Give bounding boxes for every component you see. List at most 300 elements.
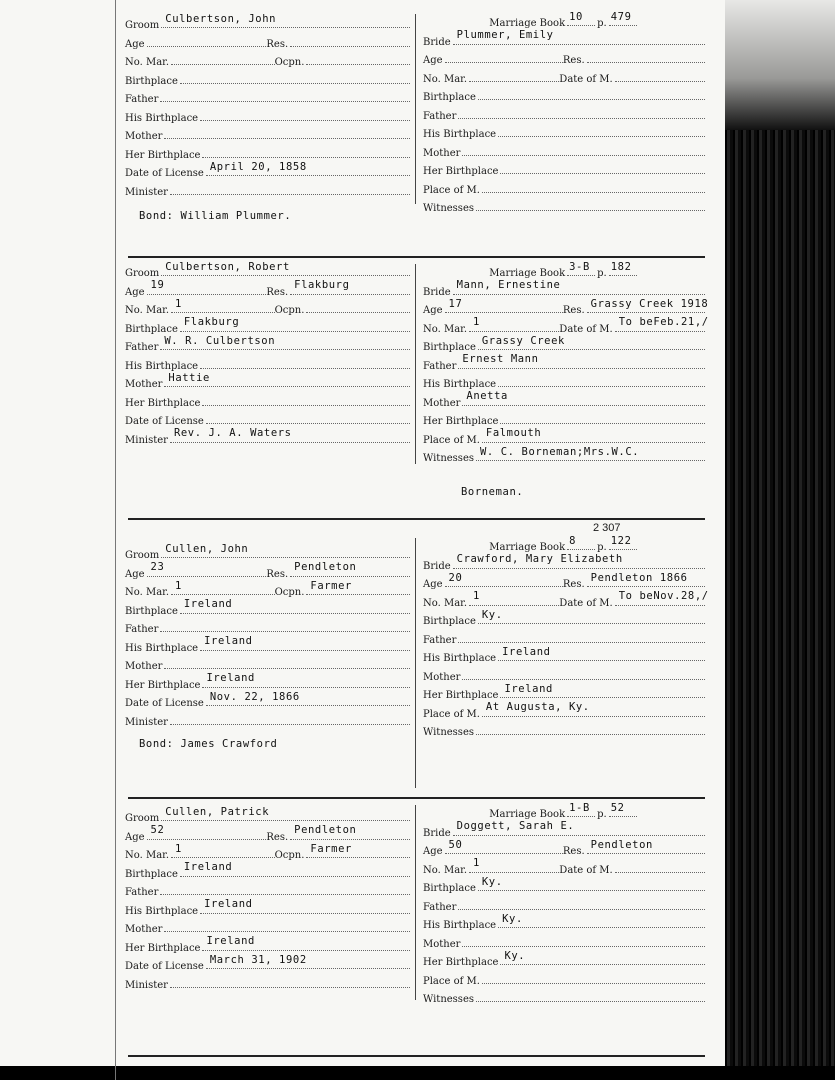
date-of-license-line <box>125 953 410 976</box>
page-label: p. <box>597 18 607 29</box>
minister-label: Minister <box>125 186 168 198</box>
groom-age-groom-res-line <box>125 824 410 847</box>
groom-ocpn-label: Ocpn. <box>274 587 305 598</box>
bride-his-birthplace-label: His Birthplace <box>423 920 497 931</box>
groom-his-birthplace-line <box>125 109 410 128</box>
page-label: p. <box>597 268 607 279</box>
minister-line <box>125 713 410 732</box>
bride-his-birthplace-label: His Birthplace <box>423 129 497 140</box>
groom-age-value: 23 <box>150 561 165 573</box>
groom-res-value: Flakburg <box>294 279 350 291</box>
bride-no-mar-value: 1 <box>473 316 480 328</box>
date-of-license-label: Date of License <box>125 961 204 972</box>
bride-value: Mann, Ernestine <box>456 279 561 291</box>
bride-res-value: Pendleton 1866 <box>590 571 688 584</box>
bride-no-mar-field <box>469 70 559 82</box>
bride-her-birthplace-line <box>423 412 705 431</box>
bride-age-label: Age <box>423 579 443 590</box>
bride-line <box>423 29 705 52</box>
place-of-m-field <box>482 427 705 443</box>
scan-dark-edge <box>725 0 835 1080</box>
groom-age-value: 52 <box>150 824 165 836</box>
groom-age-field <box>147 279 267 295</box>
date-of-m-value: To beFeb.21,/ <box>618 316 709 328</box>
place-of-m-field <box>482 972 705 984</box>
bride-age-value: 17 <box>448 297 463 310</box>
groom-label: Groom <box>125 813 160 824</box>
date-of-m-field <box>615 316 709 332</box>
date-of-m-label: Date of M. <box>559 323 613 335</box>
groom-father-line <box>125 883 410 902</box>
minister-field <box>170 713 410 725</box>
groom-his-birthplace-value: Ireland <box>204 898 253 910</box>
bride-field <box>453 279 705 295</box>
marriage-book-value: 1-B <box>569 801 590 814</box>
bride-no-mar-date-of-m-line <box>423 857 705 880</box>
bride-no-mar-value: 1 <box>473 590 480 602</box>
witnesses-line <box>423 199 705 218</box>
groom-ocpn-label: Ocpn. <box>274 57 305 68</box>
bride-label: Bride <box>423 36 451 48</box>
bride-birthplace-field <box>478 334 705 350</box>
groom-field <box>161 542 410 558</box>
minister-label: Minister <box>125 434 168 446</box>
bride-res-value: Grassy Creek 1918 <box>590 297 709 310</box>
bride-father-field <box>458 353 705 369</box>
minister-field <box>170 427 410 443</box>
groom-age-label: Age <box>125 568 145 580</box>
groom-father-field <box>160 620 410 632</box>
page-value: 182 <box>610 260 632 273</box>
bride-res-label: Res. <box>562 579 585 590</box>
page-label: p. <box>597 542 607 553</box>
minister-value: Rev. J. A. Waters <box>173 427 292 439</box>
bride-mother-label: Mother <box>423 938 461 950</box>
bride-father-field <box>458 898 705 910</box>
bride-her-birthplace-line <box>423 949 705 972</box>
groom-age-field <box>147 824 267 840</box>
bride-res-label: Res. <box>562 55 585 66</box>
witnesses-line <box>423 990 705 1009</box>
bride-age-label: Age <box>423 55 443 66</box>
groom-his-birthplace-line <box>125 898 410 921</box>
groom-ocpn-value: Farmer <box>310 579 352 592</box>
bride-res-field <box>587 297 709 313</box>
groom-ocpn-value: Farmer <box>310 842 352 855</box>
groom-age-field <box>147 35 267 47</box>
bride-her-birthplace-field <box>500 162 705 174</box>
groom-column <box>125 805 410 994</box>
column-separator <box>415 538 416 788</box>
groom-no-mar-groom-ocpn-line <box>125 579 410 602</box>
groom-line <box>125 542 410 565</box>
bride-her-birthplace-label: Her Birthplace <box>423 690 499 701</box>
bride-no-mar-date-of-m-line <box>423 70 705 89</box>
groom-father-label: Father <box>125 887 159 898</box>
bride-father-line <box>423 353 705 376</box>
groom-her-birthplace-label: Her Birthplace <box>125 942 201 954</box>
groom-mother-field <box>164 657 410 669</box>
bride-her-birthplace-value: Ky. <box>504 949 526 962</box>
groom-age-label: Age <box>125 38 145 50</box>
minister-field <box>170 183 410 195</box>
bride-birthplace-label: Birthplace <box>423 883 476 894</box>
groom-mother-field <box>164 920 410 932</box>
groom-birthplace-label: Birthplace <box>125 75 178 87</box>
bride-mother-label: Mother <box>423 671 461 683</box>
groom-birthplace-line <box>125 861 410 884</box>
date-of-m-field <box>615 590 709 606</box>
page-margin-line <box>115 0 116 1080</box>
bride-mother-label: Mother <box>423 397 461 409</box>
place-of-m-line <box>423 181 705 200</box>
bride-mother-label: Mother <box>423 147 461 159</box>
bride-age-field <box>445 297 563 313</box>
place-of-m-label: Place of M. <box>423 975 480 987</box>
bride-his-birthplace-line <box>423 912 705 935</box>
groom-father-label: Father <box>125 342 159 353</box>
bride-no-mar-field <box>469 590 559 606</box>
groom-her-birthplace-line <box>125 394 410 413</box>
bride-her-birthplace-field <box>500 412 705 424</box>
groom-his-birthplace-label: His Birthplace <box>125 360 199 372</box>
bride-birthplace-line <box>423 88 705 107</box>
marriage-book-field <box>567 260 595 276</box>
witnesses-label: Witnesses <box>423 994 474 1005</box>
bride-birthplace-field <box>478 608 705 624</box>
groom-no-mar-field <box>171 842 275 858</box>
page-value: 52 <box>610 801 625 814</box>
bride-his-birthplace-field <box>498 645 705 661</box>
bride-his-birthplace-line <box>423 375 705 394</box>
bride-her-birthplace-field <box>500 949 705 965</box>
date-of-license-field <box>206 690 410 706</box>
groom-her-birthplace-label: Her Birthplace <box>125 149 201 161</box>
date-of-m-field <box>615 70 705 82</box>
groom-age-groom-res-line <box>125 561 410 584</box>
groom-birthplace-label: Birthplace <box>125 605 178 617</box>
bride-field <box>453 820 705 836</box>
bride-father-line <box>423 107 705 126</box>
date-of-m-label: Date of M. <box>559 597 613 609</box>
groom-no-mar-groom-ocpn-line <box>125 842 410 865</box>
place-of-m-label: Place of M. <box>423 434 480 446</box>
groom-his-birthplace-value: Ireland <box>204 635 253 647</box>
bride-label: Bride <box>423 827 451 839</box>
bride-no-mar-field <box>469 857 559 873</box>
place-of-m-value: At Augusta, Ky. <box>485 701 590 713</box>
page-value: 479 <box>610 10 632 23</box>
bride-mother-field <box>462 144 705 156</box>
column-separator <box>415 264 416 464</box>
groom-age-label: Age <box>125 831 145 843</box>
bride-father-label: Father <box>423 360 457 372</box>
bride-his-birthplace-field <box>498 912 705 928</box>
date-of-license-label: Date of License <box>125 168 204 179</box>
groom-father-line <box>125 334 410 357</box>
bride-field <box>453 29 705 45</box>
witnesses-continued: Borneman. <box>461 485 524 498</box>
groom-column <box>125 12 410 201</box>
groom-no-mar-field <box>171 53 275 65</box>
groom-age-groom-res-line <box>125 279 410 302</box>
bride-label: Bride <box>423 560 451 572</box>
groom-res-label: Res. <box>266 568 289 580</box>
bride-no-mar-label: No. Mar. <box>423 73 468 85</box>
groom-column <box>125 542 410 731</box>
page-field <box>609 801 637 817</box>
witnesses-line <box>423 723 705 742</box>
marriage-book-label: Marriage Book <box>489 542 566 553</box>
groom-birthplace-label: Birthplace <box>125 323 178 335</box>
bride-birthplace-label: Birthplace <box>423 616 476 627</box>
groom-mother-label: Mother <box>125 379 163 390</box>
bride-mother-field <box>462 390 705 406</box>
bride-birthplace-field <box>478 88 705 100</box>
groom-birthplace-label: Birthplace <box>125 868 178 880</box>
groom-label: Groom <box>125 550 160 561</box>
place-of-m-field <box>482 181 705 193</box>
groom-no-mar-label: No. Mar. <box>125 305 170 316</box>
bride-his-birthplace-line <box>423 645 705 668</box>
bride-birthplace-label: Birthplace <box>423 92 476 103</box>
groom-her-birthplace-field <box>202 394 410 406</box>
bride-age-label: Age <box>423 305 443 316</box>
bride-no-mar-field <box>469 316 559 332</box>
groom-her-birthplace-value: Ireland <box>206 935 255 947</box>
bride-line <box>423 820 705 843</box>
minister-label: Minister <box>125 979 168 991</box>
groom-no-mar-label: No. Mar. <box>125 850 170 861</box>
date-of-license-field <box>206 953 410 969</box>
date-of-license-line <box>125 690 410 713</box>
bride-res-field <box>587 51 705 63</box>
bride-mother-line <box>423 935 705 954</box>
groom-age-label: Age <box>125 286 145 298</box>
scan-edge-fade <box>725 0 835 130</box>
groom-father-field <box>160 334 410 350</box>
marriage-book-label: Marriage Book <box>489 268 566 279</box>
bride-her-birthplace-label: Her Birthplace <box>423 957 499 968</box>
date-of-license-value: April 20, 1858 <box>209 160 307 173</box>
groom-birthplace-value: Ireland <box>183 598 233 610</box>
bride-his-birthplace-label: His Birthplace <box>423 379 497 390</box>
witnesses-label: Witnesses <box>423 203 474 214</box>
groom-his-birthplace-field <box>200 109 410 121</box>
bride-birthplace-field <box>478 875 705 891</box>
bride-father-label: Father <box>423 634 457 646</box>
witnesses-field <box>476 199 705 211</box>
bride-father-field <box>458 107 705 119</box>
groom-his-birthplace-field <box>200 635 410 651</box>
groom-column <box>125 260 410 449</box>
bride-no-mar-date-of-m-line <box>423 590 709 613</box>
page-field <box>609 534 637 550</box>
witnesses-label: Witnesses <box>423 453 474 464</box>
groom-value: Culbertson, Robert <box>165 260 290 273</box>
groom-age-field <box>147 561 267 577</box>
groom-father-field <box>160 90 410 102</box>
bride-her-birthplace-label: Her Birthplace <box>423 416 499 427</box>
groom-birthplace-field <box>180 861 410 877</box>
groom-ocpn-label: Ocpn. <box>274 850 305 861</box>
page-label: p. <box>597 809 607 820</box>
marriage-record <box>125 8 705 256</box>
date-of-license-field <box>206 160 410 176</box>
bride-value: Plummer, Emily <box>456 29 554 41</box>
bride-age-value: 20 <box>448 571 463 584</box>
bride-res-label: Res. <box>562 305 585 316</box>
scan-bottom-edge <box>0 1066 835 1080</box>
marriage-book-value: 3-B <box>569 260 590 273</box>
groom-no-mar-value: 1 <box>175 297 182 310</box>
groom-ocpn-field <box>306 579 410 595</box>
page-number-annotation: 2 307 <box>593 522 621 534</box>
bride-birthplace-value: Ky. <box>481 608 503 621</box>
marriage-record <box>125 801 705 1055</box>
groom-mother-line <box>125 920 410 939</box>
witnesses-line <box>423 445 705 468</box>
groom-no-mar-groom-ocpn-line <box>125 297 410 320</box>
groom-value: Culbertson, John <box>165 12 277 25</box>
groom-his-birthplace-label: His Birthplace <box>125 905 199 917</box>
bride-her-birthplace-line <box>423 162 705 181</box>
groom-label: Groom <box>125 20 160 31</box>
groom-mother-line <box>125 127 410 146</box>
bride-age-bride-res-line <box>423 51 705 70</box>
place-of-m-line <box>423 701 705 724</box>
column-separator <box>415 805 416 1000</box>
groom-res-label: Res. <box>266 286 289 298</box>
groom-age-value: 19 <box>150 279 165 291</box>
record-divider <box>128 518 705 520</box>
groom-label: Groom <box>125 268 160 279</box>
minister-field <box>170 976 410 988</box>
groom-her-birthplace-field <box>202 146 410 158</box>
date-of-m-label: Date of M. <box>559 864 613 876</box>
groom-father-field <box>160 883 410 895</box>
bride-mother-line <box>423 390 705 413</box>
bride-age-field <box>445 571 563 587</box>
bride-label: Bride <box>423 286 451 298</box>
groom-mother-label: Mother <box>125 661 163 672</box>
groom-res-value: Pendleton <box>294 561 357 573</box>
groom-her-birthplace-field <box>202 672 410 688</box>
groom-his-birthplace-label: His Birthplace <box>125 642 199 654</box>
groom-res-field <box>290 824 410 840</box>
bride-mother-field <box>462 935 705 947</box>
minister-line <box>125 976 410 995</box>
witnesses-value: W. C. Borneman;Mrs.W.C. <box>480 445 640 458</box>
groom-no-mar-groom-ocpn-line <box>125 53 410 72</box>
groom-his-birthplace-label: His Birthplace <box>125 112 199 124</box>
date-of-license-value: March 31, 1902 <box>209 953 307 966</box>
groom-ocpn-label: Ocpn. <box>274 305 305 316</box>
marriage-record <box>125 260 709 518</box>
marriage-book-label: Marriage Book <box>489 18 566 29</box>
groom-birthplace-line <box>125 72 410 91</box>
date-of-license-value: Nov. 22, 1866 <box>209 690 300 703</box>
groom-her-birthplace-field <box>202 935 410 951</box>
groom-ocpn-field <box>306 301 410 313</box>
bride-no-mar-label: No. Mar. <box>423 323 468 335</box>
bride-column <box>423 10 705 218</box>
groom-birthplace-field <box>180 598 410 614</box>
groom-his-birthplace-line <box>125 635 410 658</box>
bride-no-mar-label: No. Mar. <box>423 864 468 876</box>
bride-field <box>453 553 705 569</box>
groom-field <box>161 12 410 28</box>
marriage-book-field <box>567 10 595 26</box>
bride-her-birthplace-field <box>500 682 705 698</box>
place-of-m-label: Place of M. <box>423 184 480 196</box>
groom-value: Cullen, John <box>165 542 249 555</box>
minister-line <box>125 427 410 450</box>
groom-no-mar-field <box>171 297 275 313</box>
bride-his-birthplace-field <box>498 125 705 137</box>
groom-line <box>125 805 410 828</box>
bride-his-birthplace-value: Ky. <box>502 912 523 925</box>
bride-column <box>423 522 709 742</box>
bride-value: Crawford, Mary Elizabeth <box>456 553 623 565</box>
groom-res-field <box>290 279 410 295</box>
bride-birthplace-value: Ky. <box>481 875 503 888</box>
bride-his-birthplace-line <box>423 125 705 144</box>
groom-her-birthplace-value: Ireland <box>206 672 255 684</box>
groom-line <box>125 12 410 35</box>
groom-res-field <box>290 35 410 47</box>
date-of-license-line <box>125 160 410 183</box>
place-of-m-label: Place of M. <box>423 708 480 720</box>
witnesses-field <box>476 445 705 461</box>
marriage-book-field <box>567 534 595 550</box>
bride-father-value: Ernest Mann <box>462 353 539 365</box>
bride-res-field <box>587 571 705 587</box>
groom-his-birthplace-field <box>200 898 410 914</box>
bride-father-line <box>423 631 705 650</box>
marriage-book-label: Marriage Book <box>489 809 566 820</box>
bride-mother-line <box>423 144 705 163</box>
groom-his-birthplace-field <box>200 357 410 369</box>
groom-value: Cullen, Patrick <box>165 805 270 818</box>
bride-mother-field <box>462 668 705 680</box>
groom-no-mar-field <box>171 579 275 595</box>
groom-birthplace-value: Flakburg <box>183 316 240 328</box>
marriage-book-value: 10 <box>569 10 583 23</box>
bride-no-mar-value: 1 <box>473 857 480 869</box>
groom-mother-value: Hattie <box>168 371 210 384</box>
groom-line <box>125 260 410 283</box>
record-divider <box>128 1055 705 1057</box>
bride-res-value: Pendleton <box>590 838 653 851</box>
date-of-license-label: Date of License <box>125 698 204 709</box>
groom-father-value: W. R. Culbertson <box>164 334 276 347</box>
witnesses-field <box>476 723 705 735</box>
bride-age-field <box>445 838 563 854</box>
bride-birthplace-label: Birthplace <box>423 342 476 353</box>
bride-age-value: 50 <box>448 838 463 851</box>
bride-birthplace-line <box>423 875 705 898</box>
groom-no-mar-value: 1 <box>175 842 182 855</box>
bride-father-label: Father <box>423 901 457 913</box>
marriage-record <box>125 522 709 797</box>
place-of-m-value: Falmouth <box>485 427 542 439</box>
groom-res-label: Res. <box>266 831 289 843</box>
groom-birthplace-field <box>180 72 410 84</box>
bride-birthplace-value: Grassy Creek <box>481 334 565 347</box>
bride-father-line <box>423 898 705 917</box>
groom-her-birthplace-label: Her Birthplace <box>125 397 201 409</box>
